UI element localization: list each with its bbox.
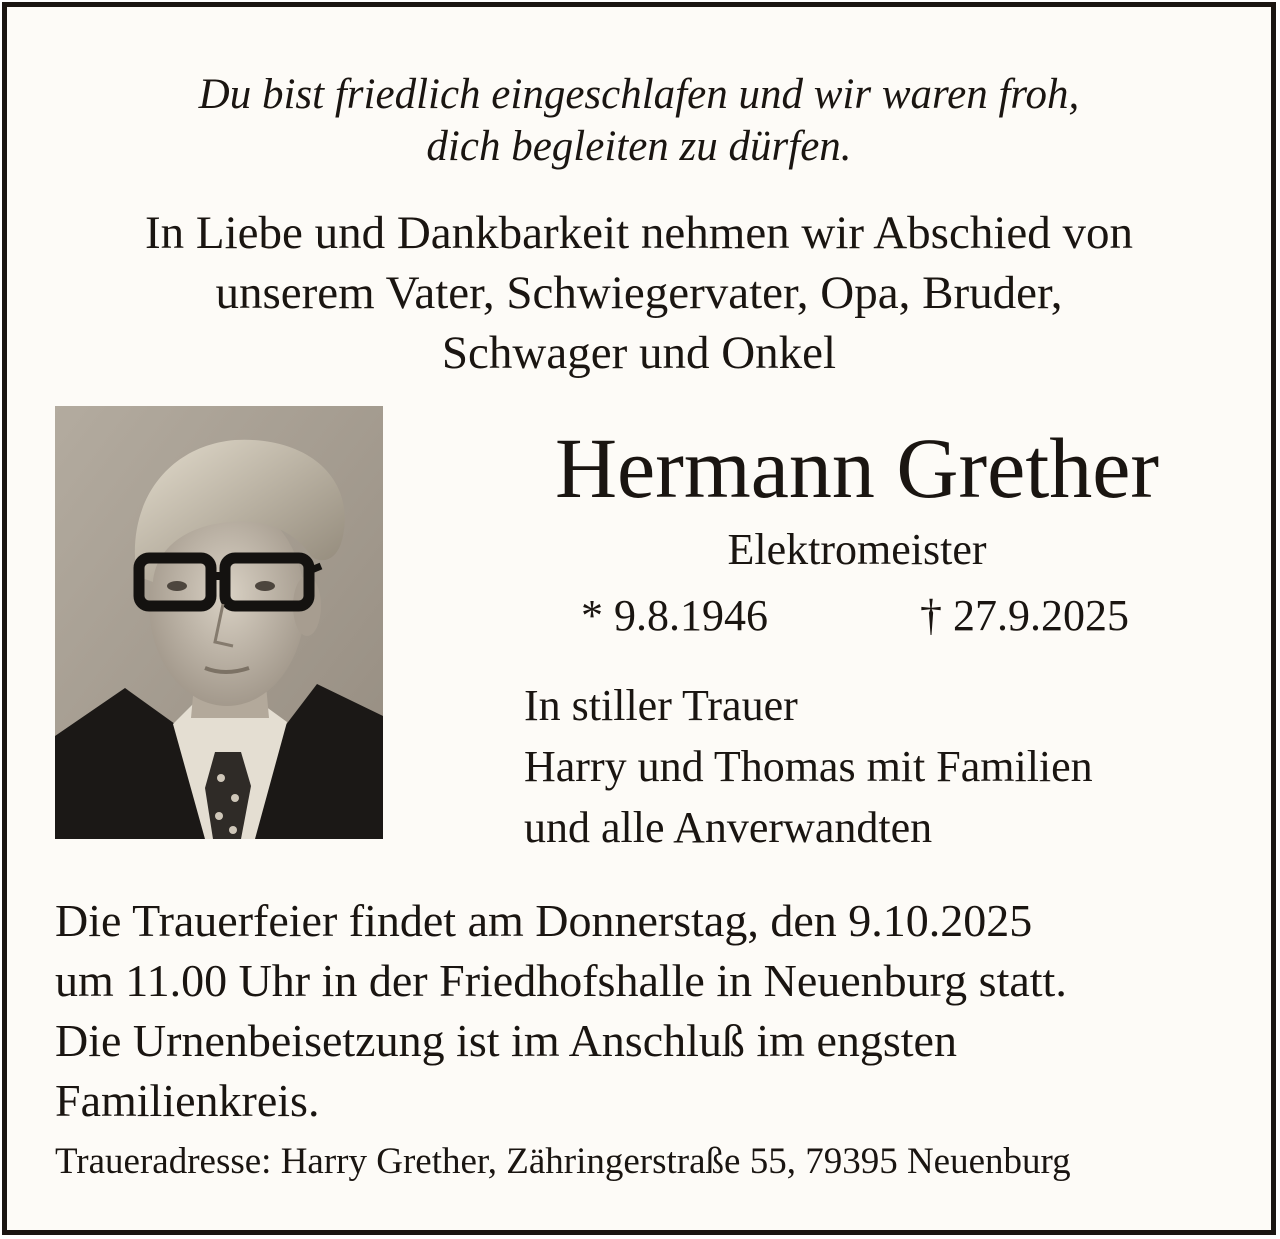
memorial-quote [7,69,1271,173]
intro-line: unserem Vater, Schwiegervater, Opa, Bruder, [215,267,1063,319]
deceased-name: Hermann Grether [554,420,1160,516]
portrait-photo [55,406,383,839]
quote-line: dich begleiten zu dürfen. [426,123,852,170]
obituary-frame [2,2,1276,1235]
service-details [55,891,1067,1131]
mourners-line: und alle Anverwandten [524,803,933,852]
death-date: † 27.9.2025 [920,591,1129,640]
service-line: Die Urnenbeisetzung ist im Anschluß im engsten [55,1015,957,1066]
service-line: um 11.00 Uhr in der Friedhofshalle in Neuenburg statt. [55,955,1067,1006]
birth-date: * 9.8.1946 [581,591,768,640]
mourning-address: Traueradresse: Harry Grether, Zähringerstraße 55, 79395 Neuenburg [55,1141,1071,1182]
mourners-block [524,675,1093,858]
service-line: Familienkreis. [55,1075,320,1126]
deceased-profession: Elektromeister [727,525,987,574]
mourners-line: Harry und Thomas mit Familien [524,742,1093,791]
mourners-line: In stiller Trauer [524,681,798,730]
intro-line: In Liebe und Dankbarkeit nehmen wir Abschied von [144,207,1134,259]
intro-line: Schwager und Onkel [441,327,837,379]
service-line: Die Trauerfeier findet am Donnerstag, den 9.10.2025 [55,895,1033,946]
quote-line: Du bist friedlich eingeschlafen und wir waren froh, [198,71,1080,118]
farewell-intro [7,203,1271,383]
